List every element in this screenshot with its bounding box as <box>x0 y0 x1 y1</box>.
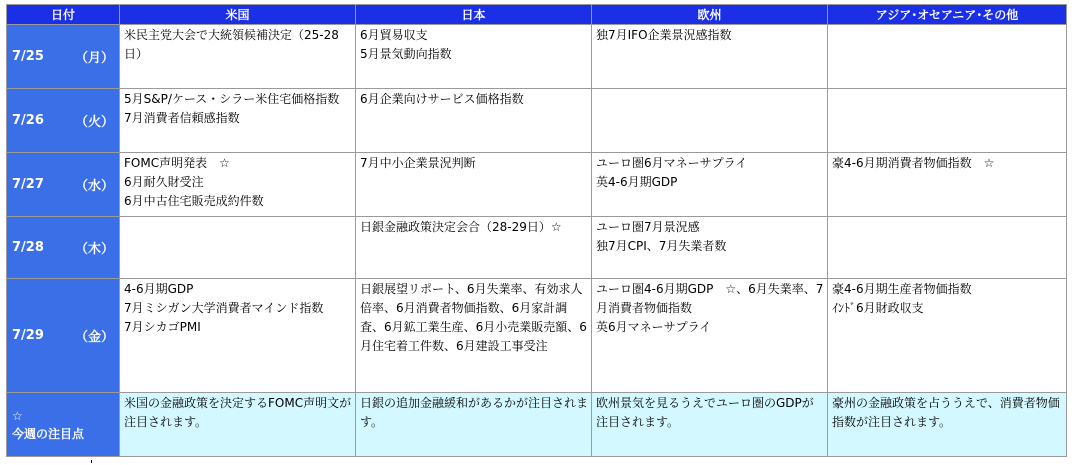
header-asia: アジア･オセアニア･その他 <box>828 5 1067 25</box>
date: 7/26 <box>12 113 44 128</box>
day-of-week: （金） <box>74 330 114 345</box>
day-of-week: （水） <box>74 179 114 194</box>
cell-us <box>120 279 356 393</box>
stray-mark <box>91 460 92 463</box>
cell-europe <box>592 89 828 153</box>
date-wrap <box>12 238 114 257</box>
event-item: ｲﾝﾄﾞ6月財政収支 <box>832 301 924 315</box>
cell-japan <box>356 279 592 393</box>
date: 7/29 <box>12 328 44 343</box>
date-wrap <box>12 175 114 194</box>
header-us: 米国 <box>120 5 356 25</box>
cell-asia <box>828 153 1067 217</box>
cell-europe <box>592 279 828 393</box>
date-wrap <box>12 111 114 130</box>
date-cell <box>7 25 120 89</box>
event-item: 独7月CPI、7月失業者数 <box>596 239 727 253</box>
event-item: ユーロ圏6月マネーサプライ <box>596 156 748 170</box>
day-row <box>7 217 1067 279</box>
header-japan: 日本 <box>356 5 592 25</box>
calendar-body <box>7 25 1067 457</box>
event-item: ユーロ圏7月景況感 <box>596 220 700 234</box>
event-item: 豪4-6月期生産者物価指数 <box>832 282 972 296</box>
header-date: 日付 <box>7 5 120 25</box>
focus-label-cell <box>7 393 120 457</box>
focus-label: 今週の注目点 <box>12 426 85 441</box>
cell-europe <box>592 217 828 279</box>
event-item: 日銀金融政策決定会合（28-29日）☆ <box>360 220 562 234</box>
focus-europe: 欧州景気を見るうえでユーロ圏のGDPが注目されます。 <box>592 393 828 457</box>
event-item: 独7月IFO企業景況感指数 <box>596 28 732 42</box>
date: 7/27 <box>12 177 44 192</box>
event-item: 6月中古住宅販売成約件数 <box>124 194 264 208</box>
day-row <box>7 25 1067 89</box>
cell-us <box>120 89 356 153</box>
day-of-week: （木） <box>74 242 114 257</box>
cell-japan <box>356 89 592 153</box>
event-item: 4-6月期GDP <box>124 282 194 296</box>
cell-japan <box>356 217 592 279</box>
cell-europe <box>592 153 828 217</box>
event-item: 豪4-6月期消費者物価指数 ☆ <box>832 156 995 170</box>
event-item: 6月貿易収支 <box>360 28 428 42</box>
date-cell <box>7 89 120 153</box>
cell-us <box>120 25 356 89</box>
cell-asia <box>828 25 1067 89</box>
date: 7/28 <box>12 240 44 255</box>
day-row <box>7 89 1067 153</box>
cell-asia <box>828 89 1067 153</box>
event-item: 7月中小企業景況判断 <box>360 156 476 170</box>
event-item: 英4-6月期GDP <box>596 175 678 189</box>
date-wrap <box>12 326 114 345</box>
event-item: 5月景気動向指数 <box>360 47 452 61</box>
focus-row <box>7 393 1067 457</box>
cell-japan <box>356 153 592 217</box>
focus-asia: 豪州の金融政策を占ううえで、消費者物価指数が注目されます。 <box>828 393 1067 457</box>
header-europe: 欧州 <box>592 5 828 25</box>
event-item: 5月S&P/ケース・シラー米住宅価格指数 <box>124 92 340 106</box>
calendar-container <box>6 4 1067 457</box>
event-item: 7月シカゴPMI <box>124 320 201 334</box>
focus-japan: 日銀の追加金融緩和があるかが注目されます。 <box>356 393 592 457</box>
day-row <box>7 279 1067 393</box>
date-cell <box>7 153 120 217</box>
event-item: 米民主党大会で大統領候補決定（25-28日） <box>124 28 339 61</box>
event-item: ユーロ圏4-6月期GDP ☆、6月失業率、7月消費者物価指数 <box>596 282 824 315</box>
header-row <box>7 5 1067 25</box>
day-row <box>7 153 1067 217</box>
economic-calendar-table <box>6 4 1067 457</box>
event-item: 日銀展望リポート、6月失業率、有効求人倍率、6月消費者物価指数、6月家計調査、6月鉱工業生産、6月小売業販売額、6月住宅着工件数、6月建設工事受注 <box>360 282 587 353</box>
cell-asia <box>828 217 1067 279</box>
event-item: 7月消費者信頼感指数 <box>124 111 240 125</box>
event-item: 6月耐久財受注 <box>124 175 204 189</box>
date-wrap <box>12 47 114 66</box>
focus-us: 米国の金融政策を決定するFOMC声明文が注目されます。 <box>120 393 356 457</box>
cell-japan <box>356 25 592 89</box>
cell-us <box>120 217 356 279</box>
focus-star: ☆ <box>12 408 23 423</box>
event-item: FOMC声明発表 ☆ <box>124 156 230 170</box>
cell-asia <box>828 279 1067 393</box>
event-item: 英6月マネーサプライ <box>596 320 712 334</box>
date: 7/25 <box>12 49 44 64</box>
cell-europe <box>592 25 828 89</box>
event-item: 7月ミシガン大学消費者マインド指数 <box>124 301 324 315</box>
cell-us <box>120 153 356 217</box>
day-of-week: （月） <box>74 51 114 66</box>
event-item: 6月企業向けサービス価格指数 <box>360 92 524 106</box>
date-cell <box>7 217 120 279</box>
date-cell <box>7 279 120 393</box>
day-of-week: （火） <box>74 115 114 130</box>
